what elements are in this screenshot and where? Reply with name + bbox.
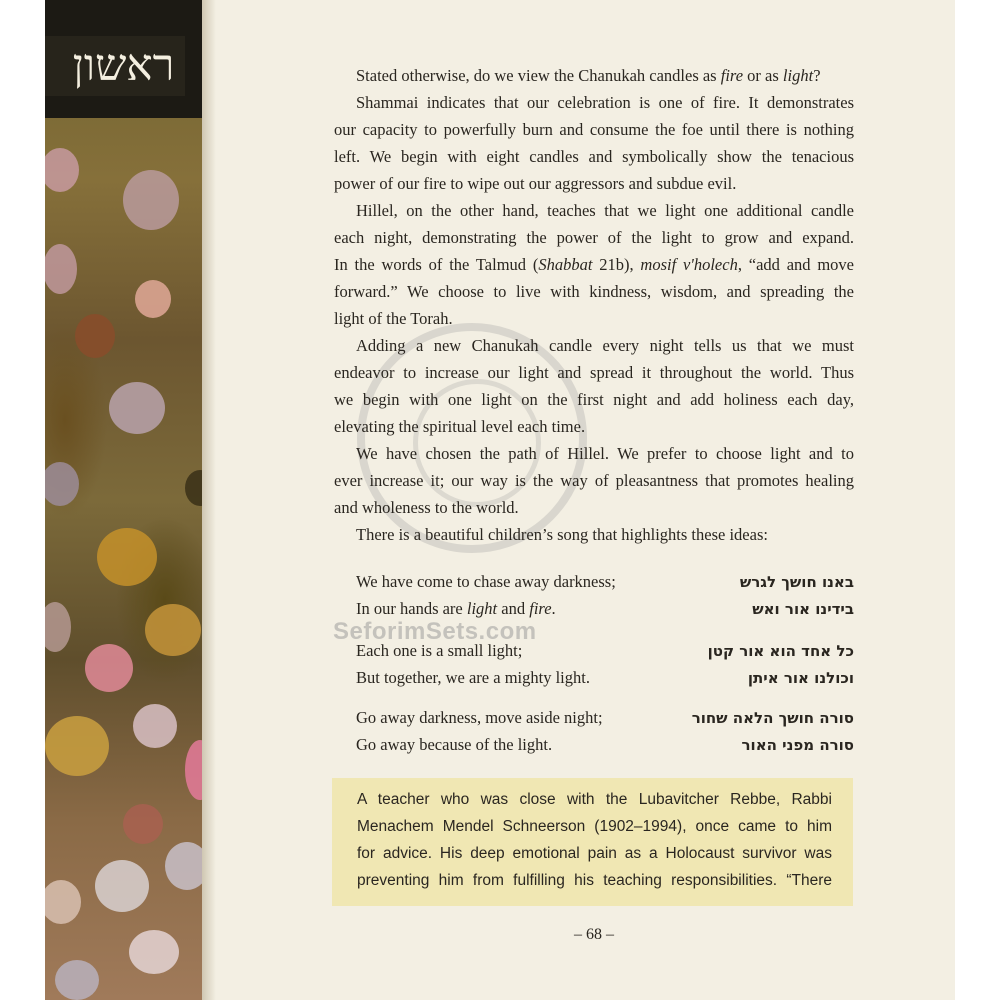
song-line-english: In our hands are light and fire. [356, 599, 556, 618]
decor-dot [185, 740, 202, 800]
paragraph [334, 521, 854, 548]
decor-dot [97, 528, 157, 586]
text-line: ever increase it; our way is the way of pleasantness that promotes healing [334, 471, 854, 490]
decor-dot [123, 804, 163, 844]
text-line: light of the Torah. [334, 309, 453, 328]
song-line-hebrew: כל אחד הוא אור קטן [707, 642, 854, 660]
decorative-art-panel [45, 0, 202, 1000]
paragraph [334, 440, 854, 521]
text-line: we begin with one light on the first night and add holiness each day, [334, 390, 854, 409]
decor-dot [45, 602, 71, 652]
text-line: and wholeness to the world. [334, 498, 519, 517]
song-line-hebrew: באנו חושך לגרש [739, 573, 854, 591]
song-line-hebrew: סורה חושך הלאה שחור [691, 709, 854, 727]
song-line-hebrew: וכולנו אור איתן [747, 669, 854, 687]
decor-dot [129, 930, 179, 974]
text-line: left. We begin with eight candles and symbolically show the tenacious [334, 147, 854, 166]
song-line-english: Go away darkness, move aside night; [356, 708, 603, 727]
song-line-english: We have come to chase away darkness; [356, 572, 616, 591]
page-number: – 68 – [574, 926, 614, 943]
text-line: We have chosen the path of Hillel. We prefer to choose light and to [356, 444, 854, 463]
paragraph [334, 332, 854, 440]
text-line: Adding a new Chanukah candle every night tells us that we must [356, 336, 854, 355]
song-line-hebrew: סורה מפני האור [741, 736, 854, 754]
text-line: power of our fire to wipe out our aggressors and subdue evil. [334, 174, 737, 193]
decor-dot [45, 880, 81, 924]
text-line: Shammai indicates that our celebration is one of fire. It demonstrates [356, 93, 854, 112]
hebrew-section-title: ראשון [72, 40, 175, 91]
decor-dot [45, 244, 77, 294]
text-line: forward.” We choose to live with kindness, wisdom, and spreading the [334, 282, 854, 301]
callout-line: Menachem Mendel Schneerson (1902–1994), once came to him [357, 818, 832, 835]
text-line: endeavor to increase our light and spread it throughout the world. Thus [334, 363, 854, 382]
paragraph [334, 62, 854, 89]
song-line-english: But together, we are a mighty light. [356, 668, 590, 687]
decor-dot [135, 280, 171, 318]
story-callout-box [332, 778, 853, 906]
decor-dot [165, 842, 202, 890]
callout-line: for advice. His deep emotional pain as a Holocaust survivor was [357, 845, 832, 862]
watermark-text: SeforimSets.com [333, 618, 537, 645]
decor-dot [185, 470, 202, 506]
decor-dot [85, 644, 133, 692]
callout-line: preventing him from fulfilling his teaching responsibilities. “There [357, 872, 832, 889]
text-line: Hillel, on the other hand, teaches that we light one additional candle [356, 201, 854, 220]
decor-dot [133, 704, 177, 748]
decor-dot [109, 382, 165, 434]
decor-dot [75, 314, 115, 358]
decor-dot [45, 462, 79, 506]
decor-dot [45, 716, 109, 776]
decor-dot [123, 170, 179, 230]
text-line: Stated otherwise, do we view the Chanukah candles as fire or as light? [356, 66, 821, 85]
text-line: In the words of the Talmud (Shabbat 21b), mosif v'holech, “add and move [334, 255, 854, 274]
text-line: each night, demonstrating the power of the light to grow and expand. [334, 228, 854, 247]
text-line: our capacity to powerfully burn and consume the foe until there is nothing [334, 120, 854, 139]
callout-line: A teacher who was close with the Lubavitcher Rebbe, Rabbi [357, 791, 832, 808]
paragraph [334, 89, 854, 197]
song-line-english: Each one is a small light; [356, 641, 523, 660]
text-line: There is a beautiful children’s song that highlights these ideas: [356, 525, 768, 544]
decor-dot [95, 860, 149, 912]
song-line-hebrew: בידינו אור ואש [752, 600, 854, 618]
decor-dot [45, 148, 79, 192]
callout-text [357, 786, 832, 894]
decor-dot [145, 604, 201, 656]
song-line-english: Go away because of the light. [356, 735, 553, 754]
paragraph [334, 197, 854, 332]
text-line: elevating the spiritual level each time. [334, 417, 586, 436]
decor-dot [55, 960, 99, 1000]
page-gutter [202, 0, 216, 1000]
